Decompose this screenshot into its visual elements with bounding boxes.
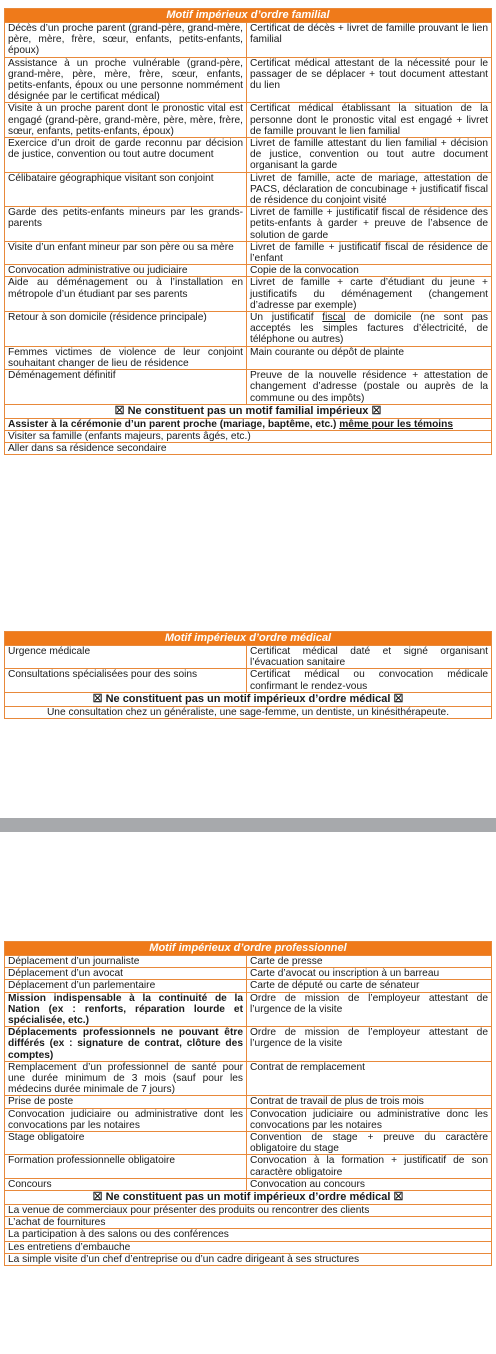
motif-cell: Célibataire géographique visitant son conjoint (5, 172, 247, 207)
justificatif-cell: Convocation judiciaire ou administrative donc les convocations par les notaires (247, 1108, 492, 1131)
table-row (5, 57, 492, 103)
professionnel-exclusion-title: ☒ Ne constituent pas un motif impérieux d’ordre médical ☒ (5, 1191, 492, 1205)
exclusion-item: Une consultation chez un généraliste, une sage-femme, un dentiste, un kinésithérapeute. (5, 706, 492, 718)
medical-exclusion-title: ☒ Ne constituent pas un motif impérieux d’ordre médical ☒ (5, 692, 492, 706)
exclusion-item (5, 418, 492, 430)
table-row (5, 265, 492, 277)
motif-cell: Déplacements professionnels ne pouvant être différés (ex : signature de contrat, clôture des comptes) (5, 1027, 247, 1062)
justificatif-cell: Convention de stage + preuve du caractère obligatoire du stage (247, 1132, 492, 1155)
table-row (5, 138, 492, 173)
justificatif-cell: Certificat médical établissant la situation de la personne dont le pronostic vital est engagé + livret de famille prouvant le lien familial (247, 103, 492, 138)
table-row (5, 1061, 492, 1096)
table-row (5, 956, 492, 968)
familial-exclusion-title: ☒ Ne constituent pas un motif familial impérieux ☒ (5, 404, 492, 418)
table-row (5, 968, 492, 980)
table-row (5, 669, 492, 692)
motif-cell: Urgence médicale (5, 646, 247, 669)
motif-cell: Mission indispensable à la continuité de la Nation (ex : renforts, réparation lourde et spécialisée, etc.) (5, 992, 247, 1027)
exclusion-item: La venue de commerciaux pour présenter des produits ou rencontrer des clients (5, 1205, 492, 1217)
justificatif-cell: Main courante ou dépôt de plainte (247, 346, 492, 369)
table-row (5, 346, 492, 369)
motif-cell: Garde des petits-enfants mineurs par les grands-parents (5, 207, 247, 242)
justificatif-cell: Convocation à la formation + justificatif de son caractère obligatoire (247, 1155, 492, 1178)
justificatif-cell: Certificat de décès + livret de famille prouvant le lien familial (247, 23, 492, 58)
table-row (5, 1155, 492, 1178)
exclusion-item: Les entretiens d’embauche (5, 1241, 492, 1253)
professionnel-title: Motif impérieux d’ordre professionnel (5, 942, 492, 956)
motif-cell: Concours (5, 1178, 247, 1190)
justificatif-cell: Carte de député ou carte de sénateur (247, 980, 492, 992)
motif-cell: Femmes victimes de violence de leur conjoint souhaitant changer de lieu de résidence (5, 346, 247, 369)
motif-cell: Visite d’un enfant mineur par son père ou sa mère (5, 241, 247, 264)
justificatif-cell: Ordre de mission de l’employeur attestant de l’urgence de la visite (247, 992, 492, 1027)
list-item (5, 418, 492, 430)
table-row (5, 992, 492, 1027)
table-row (5, 1027, 492, 1062)
fiscal-underlined: fiscal (322, 312, 346, 324)
justificatif-cell: Livret de famille + justificatif fiscal de résidence de l’enfant (247, 241, 492, 264)
motif-cell: Convocation judiciaire ou administrative dont les convocations par les notaires (5, 1108, 247, 1131)
justificatif-cell: Ordre de mission de l’employeur attestant de l’urgence de la visite (247, 1027, 492, 1062)
medical-title: Motif impérieux d’ordre médical (5, 632, 492, 646)
exclusion-item: La participation à des salons ou des conférences (5, 1229, 492, 1241)
motif-cell: Prise de poste (5, 1096, 247, 1108)
table-row (5, 241, 492, 264)
table-row (5, 370, 492, 405)
list-item (5, 1241, 492, 1253)
justificatif-cell: Livret de famille + justificatif fiscal de résidence des petits-enfants à garder + preuve de l’absence de solution de garde (247, 207, 492, 242)
justificatif-cell: Livret de famille, acte de mariage, attestation de PACS, déclaration de concubinage + justificatif fiscal de résidence du conjoint visité (247, 172, 492, 207)
list-item (5, 443, 492, 455)
table-row (5, 1096, 492, 1108)
justificatif-cell: Contrat de remplacement (247, 1061, 492, 1096)
justificatif-cell: Convocation au concours (247, 1178, 492, 1190)
justificatif-cell (247, 312, 492, 347)
motif-cell: Consultations spécialisées pour des soins (5, 669, 247, 692)
justificatif-text: de domicile (ne sont pas acceptés les simples factures d’électricité, de téléphone ou autres) (250, 312, 488, 346)
justificatif-cell: Carte de presse (247, 956, 492, 968)
table-row (5, 172, 492, 207)
exclusion-item: Aller dans sa résidence secondaire (5, 443, 492, 455)
justificatif-text: Un justificatif (250, 312, 323, 324)
familial-table (4, 8, 492, 455)
table-row (5, 103, 492, 138)
justificatif-cell: Livret de famille + carte d’étudiant du jeune + justificatifs du déménagement (changement d’adresse par exemple) (247, 277, 492, 312)
justificatif-cell: Certificat médical ou convocation médicale confirmant le rendez-vous (247, 669, 492, 692)
exclusion-underlined: même pour les témoins (339, 418, 454, 430)
justificatif-cell: Certificat médical attestant de la nécessité pour le passager de se déplacer + tout document attestant du lien (247, 57, 492, 103)
justificatif-cell: Livret de famille attestant du lien familial + décision de justice, convention ou tout autre document organisant la garde (247, 138, 492, 173)
motif-cell: Déménagement définitif (5, 370, 247, 405)
exclusion-item: La simple visite d’un chef d’entreprise ou d’un cadre dirigeant à ses structures (5, 1253, 492, 1265)
motif-cell: Remplacement d’un professionnel de santé pour une durée minimum de 3 mois (sauf pour les médecins durée minimale de 7 jours) (5, 1061, 247, 1096)
justificatif-cell: Preuve de la nouvelle résidence + attestation de changement d’adresse (postale ou auprès de la commune ou des impôts) (247, 370, 492, 405)
motif-cell: Déplacement d’un avocat (5, 968, 247, 980)
motif-cell: Formation professionnelle obligatoire (5, 1155, 247, 1178)
justificatif-cell: Carte d’avocat ou inscription à un barreau (247, 968, 492, 980)
motif-cell: Visite à un proche parent dont le pronostic vital est engagé (grand-père, grand-mère, père, mère, frère, sœur, enfants, petits-enfants, époux) (5, 103, 247, 138)
page-separator (0, 818, 496, 832)
motif-cell: Retour à son domicile (résidence principale) (5, 312, 247, 347)
table-row (5, 23, 492, 58)
table-row (5, 277, 492, 312)
justificatif-cell: Copie de la convocation (247, 265, 492, 277)
medical-table (4, 631, 492, 719)
exclusion-text: Assister à la cérémonie d’un parent proche (mariage, baptême, etc.) (8, 418, 340, 430)
justificatif-cell: Certificat médical daté et signé organisant l’évacuation sanitaire (247, 646, 492, 669)
justificatif-cell: Contrat de travail de plus de trois mois (247, 1096, 492, 1108)
list-item (5, 1253, 492, 1265)
professionnel-table (4, 941, 492, 1266)
motif-cell: Aide au déménagement ou à l’installation en métropole d’un étudiant par ses parents (5, 277, 247, 312)
motif-cell: Déplacement d’un journaliste (5, 956, 247, 968)
table-row (5, 646, 492, 669)
motif-cell: Exercice d’un droit de garde reconnu par décision de justice, convention ou tout autre document (5, 138, 247, 173)
table-row (5, 1178, 492, 1190)
list-item (5, 1217, 492, 1229)
table-row (5, 1108, 492, 1131)
list-item (5, 1205, 492, 1217)
list-item (5, 1229, 492, 1241)
motif-cell: Assistance à un proche vulnérable (grand-père, grand-mère, père, mère, frère, sœur, enfants, petits-enfants, époux ou une personne nommément désignée par le certificat médical) (5, 57, 247, 103)
exclusion-item: Visiter sa famille (enfants majeurs, parents âgés, etc.) (5, 430, 492, 442)
table-row (5, 207, 492, 242)
table-row (5, 980, 492, 992)
motif-cell: Décès d’un proche parent (grand-père, grand-mère, père, mère, frère, sœur, enfants, petits-enfants, époux) (5, 23, 247, 58)
list-item (5, 706, 492, 718)
familial-title: Motif impérieux d’ordre familial (5, 9, 492, 23)
motif-cell: Convocation administrative ou judiciaire (5, 265, 247, 277)
exclusion-item: L’achat de fournitures (5, 1217, 492, 1229)
table-row (5, 1132, 492, 1155)
list-item (5, 430, 492, 442)
table-row (5, 312, 492, 347)
motif-cell: Déplacement d’un parlementaire (5, 980, 247, 992)
motif-cell: Stage obligatoire (5, 1132, 247, 1155)
